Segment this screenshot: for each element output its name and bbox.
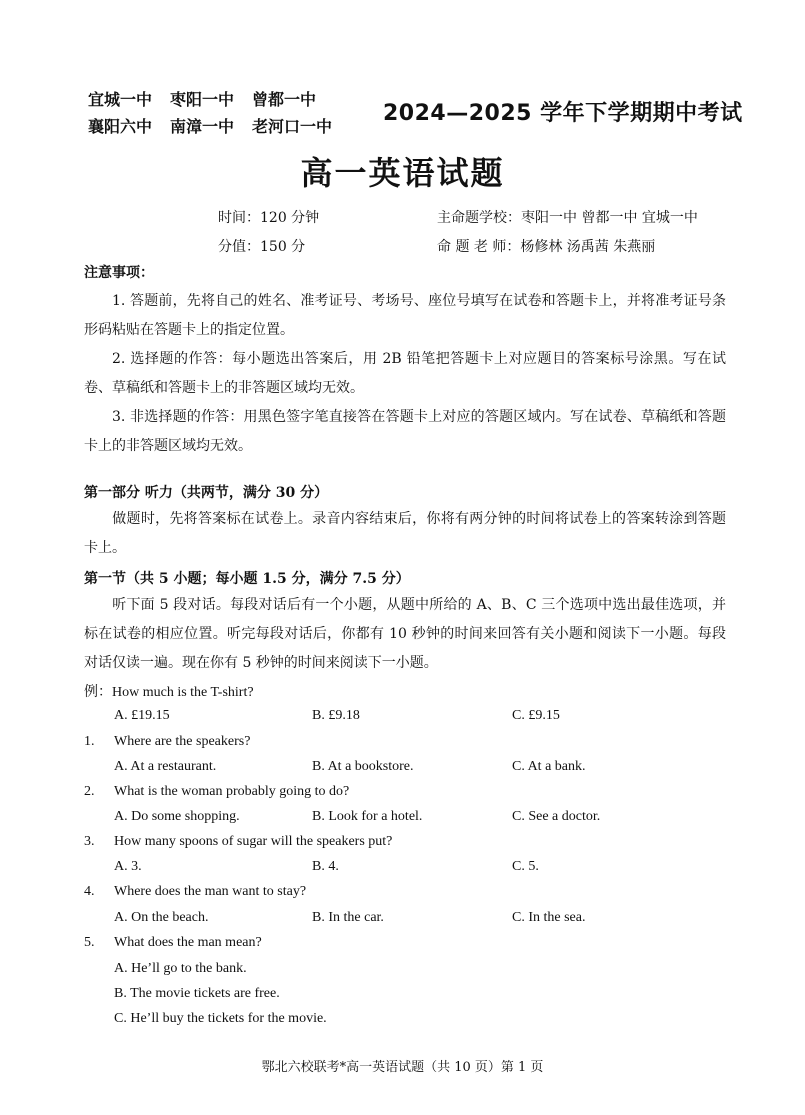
option-c: C. 5.	[512, 859, 539, 874]
teachers: 命 题 老 师：杨修林 汤禹茜 朱燕丽	[437, 239, 656, 255]
exam-score: 分值：150 分	[218, 239, 306, 255]
question-text: How many spoons of sugar will the speakers put?	[114, 834, 393, 849]
question-number: 1.	[84, 734, 95, 749]
question-number: 2.	[84, 784, 95, 799]
option-b: B. 4.	[312, 859, 339, 874]
question-number: 4.	[84, 884, 95, 899]
note-text: 2. 选择题的作答：每小题选出答案后，用 2B 铅笔把答题卡上对应题目的答案标号涂黑。写在试卷、草稿纸和答题卡上的非答题区域均无效。	[84, 351, 726, 396]
exam-title: 2024—2025 学年下学期期中考试	[383, 101, 743, 126]
school-name: 宜城一中	[88, 90, 153, 109]
option-c: C. He’ll buy the tickets for the movie.	[114, 1011, 327, 1026]
option-b: B. In the car.	[312, 910, 384, 925]
instruction-text: 做题时，先将答案标在试卷上。录音内容结束后，你将有两分钟的时间将试卷上的答案转涂到答题卡上。	[84, 511, 726, 556]
part-instruction	[84, 505, 726, 563]
school-row-1	[88, 86, 350, 113]
lead-school: 主命题学校：枣阳一中 曾都一中 宜城一中	[437, 210, 698, 226]
example-question	[84, 681, 254, 701]
question-number: 5.	[84, 935, 95, 950]
option-a: A. Do some shopping.	[114, 809, 240, 824]
option-a: A. He’ll go to the bank.	[114, 961, 247, 976]
school-name: 枣阳一中	[170, 90, 235, 109]
section-instruction	[84, 591, 726, 678]
option-c: C. £9.15	[512, 708, 560, 723]
option-b: B. At a bookstore.	[312, 759, 414, 774]
school-row-2	[88, 113, 350, 140]
school-name: 襄阳六中	[88, 117, 153, 136]
question-number: 3.	[84, 834, 95, 849]
option-c: C. In the sea.	[512, 910, 586, 925]
option-a: A. 3.	[114, 859, 142, 874]
part-heading: 第一部分 听力（共两节，满分 30 分）	[84, 485, 329, 501]
section-heading: 第一节（共 5 小题；每小题 1.5 分，满分 7.5 分）	[84, 571, 410, 587]
school-name: 老河口一中	[252, 117, 333, 136]
option-a: A. On the beach.	[114, 910, 209, 925]
school-name: 南漳一中	[170, 117, 235, 136]
notes-heading: 注意事项：	[84, 265, 154, 281]
instruction-text: 听下面 5 段对话。每段对话后有一个小题，从题中所给的 A、B、C 三个选项中选出最佳选项，并标在试卷的相应位置。听完每段对话后，你都有 10 秒钟的时间来回答有关小题和阅读下一小题。每段对话仅读一遍。现在你有 5 秒钟的时间来阅读下一小题。	[84, 597, 726, 671]
option-a: A. At a restaurant.	[114, 759, 217, 774]
note-text: 1. 答题前，先将自己的姓名、准考证号、考场号、座位号填写在试卷和答题卡上，并将准考证号条形码粘贴在答题卡上的指定位置。	[84, 293, 726, 338]
question-text: What does the man mean?	[114, 935, 262, 950]
question-text: How much is the T-shirt?	[112, 685, 254, 700]
question-text: Where are the speakers?	[114, 734, 251, 749]
question-text: Where does the man want to stay?	[114, 884, 307, 899]
note-item	[84, 403, 726, 461]
page-footer: 鄂北六校联考*高一英语试题（共 10 页）第 1 页	[261, 1060, 544, 1075]
option-a: A. £19.15	[114, 708, 170, 723]
note-text: 3. 非选择题的作答：用黑色签字笔直接答在答题卡上对应的答题区域内。写在试卷、草稿纸和答题卡上的非答题区域均无效。	[84, 409, 726, 454]
option-b: B. Look for a hotel.	[312, 809, 423, 824]
example-label: 例：	[84, 685, 112, 700]
option-b: B. £9.18	[312, 708, 360, 723]
subject-title: 高一英语试题	[300, 154, 505, 192]
option-c: C. At a bank.	[512, 759, 586, 774]
school-list	[88, 86, 350, 140]
school-name: 曾都一中	[252, 90, 317, 109]
option-c: C. See a doctor.	[512, 809, 601, 824]
option-b: B. The movie tickets are free.	[114, 986, 280, 1001]
note-item	[84, 345, 726, 403]
question-text: What is the woman probably going to do?	[114, 784, 350, 799]
exam-time: 时间：120 分钟	[218, 210, 320, 226]
note-item	[84, 287, 726, 345]
